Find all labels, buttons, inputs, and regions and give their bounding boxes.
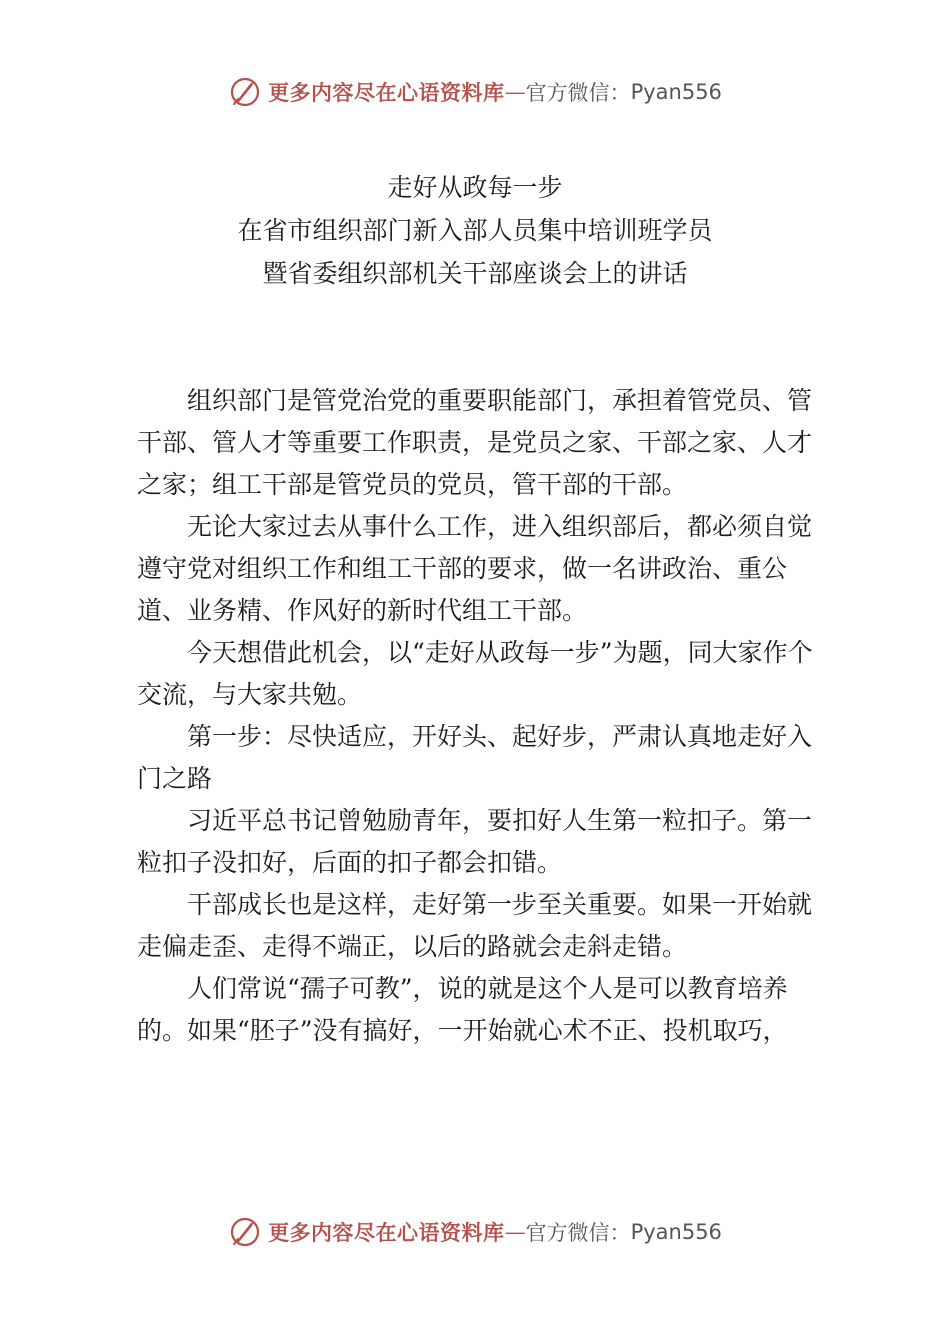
watermark-wechat-id: Pyan556 xyxy=(630,80,722,104)
header-watermark xyxy=(0,72,950,112)
watermark-separator: — xyxy=(504,1220,526,1244)
watermark-brand: 更多内容尽在心语资料库 xyxy=(268,1220,505,1245)
paragraph: 组织部门是管党治党的重要职能部门，承担着管党员、管干部、管人才等重要工作职责，是党员之家、干部之家、人才之家；组工干部是管党员的党员，管干部的干部。 xyxy=(137,386,813,499)
document-body xyxy=(137,380,827,1052)
title-line-3: 暨省委组织部机关干部座谈会上的讲话 xyxy=(262,259,688,288)
quill-pen-circle-icon xyxy=(228,75,262,109)
section-heading: 第一步：尽快适应，开好头、起好步，严肃认真地走好入门之路 xyxy=(137,722,813,793)
watermark-wechat-label: 官方微信： xyxy=(525,1221,631,1245)
paragraph: 人们常说“孺子可教”，说的就是这个人是可以教育培养的。如果“胚子”没有搞好，一开始就心术不正、投机取巧， xyxy=(137,974,788,1045)
title-line-2: 在省市组织部门新入部人员集中培训班学员 xyxy=(237,216,713,245)
paragraph: 无论大家过去从事什么工作，进入组织部后，都必须自觉遵守党对组织工作和组工干部的要求，做一名讲政治、重公道、业务精、作风好的新时代组工干部。 xyxy=(137,512,813,625)
paragraph: 干部成长也是这样，走好第一步至关重要。如果一开始就走偏走歪、走得不端正，以后的路就会走斜走错。 xyxy=(137,890,813,961)
paragraph: 今天想借此机会，以“走好从政每一步”为题，同大家作个交流，与大家共勉。 xyxy=(137,638,813,709)
watermark-brand: 更多内容尽在心语资料库 xyxy=(268,80,505,105)
paragraph: 习近平总书记曾勉励青年，要扣好人生第一粒扣子。第一粒扣子没扣好，后面的扣子都会扣错。 xyxy=(137,806,813,877)
title-line-1: 走好从政每一步 xyxy=(387,173,563,202)
footer-watermark xyxy=(0,1212,950,1252)
document-title xyxy=(0,166,950,295)
watermark-wechat-id: Pyan556 xyxy=(630,1220,722,1244)
watermark-separator: — xyxy=(504,80,526,104)
watermark-wechat-label: 官方微信： xyxy=(525,81,631,105)
quill-pen-circle-icon xyxy=(228,1215,262,1249)
